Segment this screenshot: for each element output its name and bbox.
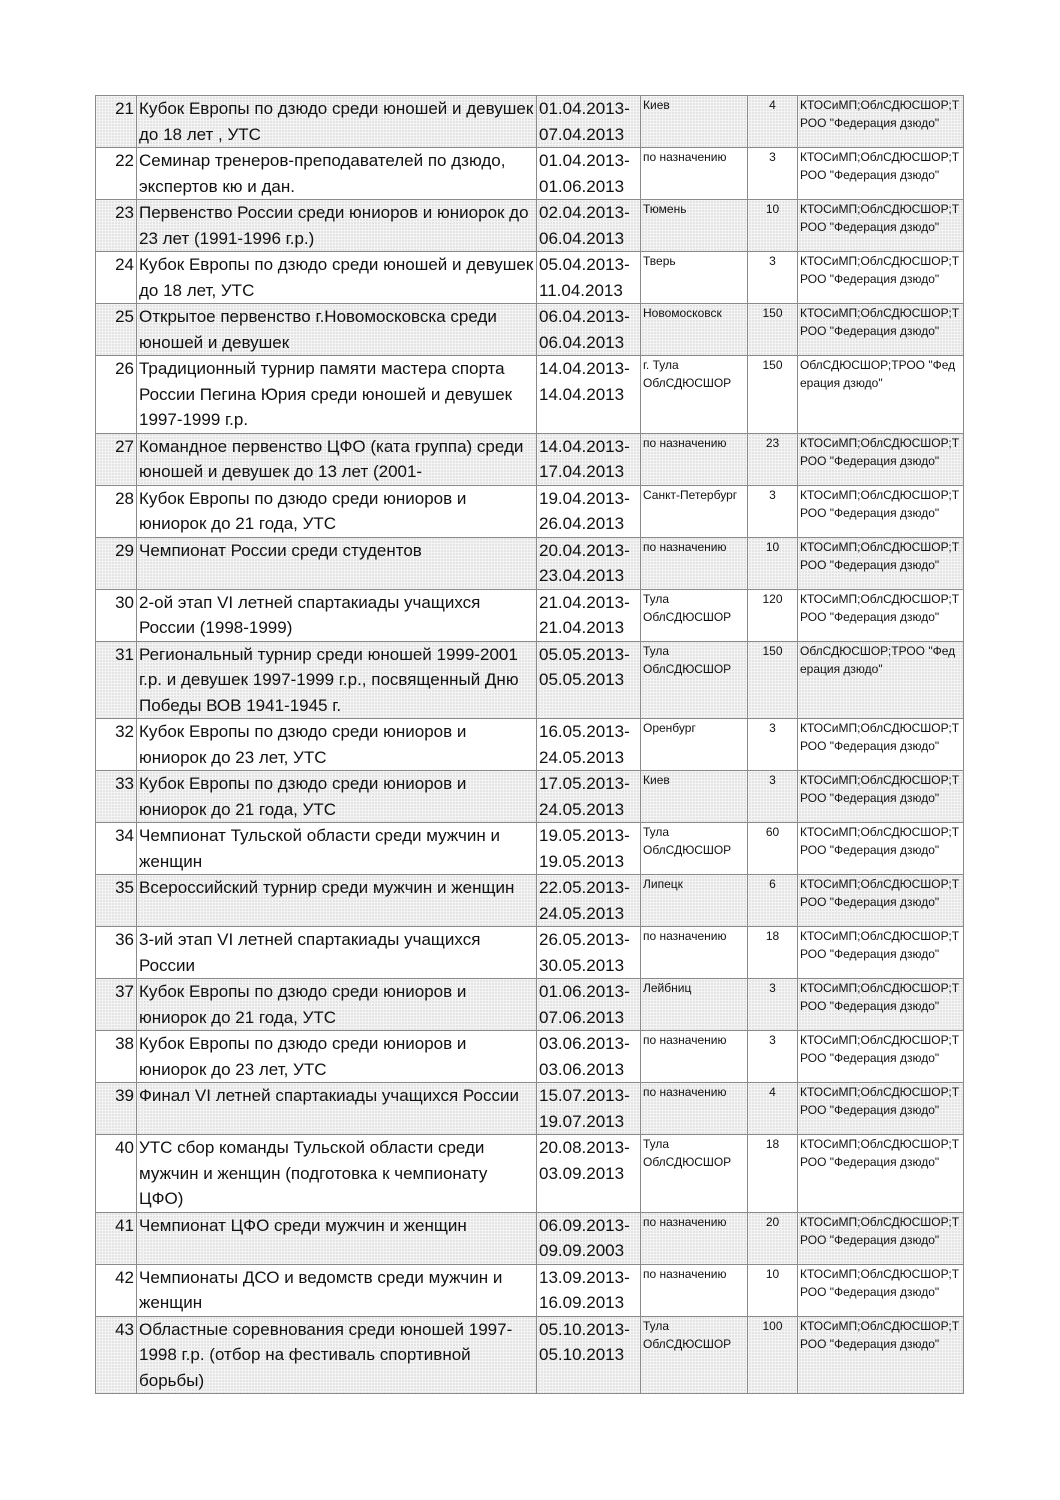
- event-title: Кубок Европы по дзюдо среди юношей и девушек до 18 лет, УТС: [137, 252, 537, 304]
- event-number: 32: [96, 719, 137, 771]
- event-dates: 13.09.2013- 16.09.2013: [537, 1264, 641, 1316]
- event-number: 21: [96, 96, 137, 148]
- event-place: Киев: [641, 771, 748, 823]
- participant-count: 23: [748, 433, 798, 485]
- event-number: 31: [96, 641, 137, 719]
- event-dates: 06.04.2013- 06.04.2013: [537, 304, 641, 356]
- event-dates: 01.04.2013- 07.04.2013: [537, 96, 641, 148]
- event-title: Всероссийский турнир среди мужчин и женщин: [137, 875, 537, 927]
- organizers: КТОСиМП;ОблСДЮСШОР;ТРОО "Федерация дзюдо": [798, 927, 964, 979]
- participant-count: 10: [748, 537, 798, 589]
- participant-count: 3: [748, 252, 798, 304]
- participant-count: 3: [748, 485, 798, 537]
- event-dates: 17.05.2013- 24.05.2013: [537, 771, 641, 823]
- event-place: Киев: [641, 96, 748, 148]
- event-number: 33: [96, 771, 137, 823]
- participant-count: 150: [748, 356, 798, 434]
- event-dates: 14.04.2013- 14.04.2013: [537, 356, 641, 434]
- participant-count: 20: [748, 1212, 798, 1264]
- organizers: КТОСиМП;ОблСДЮСШОР;ТРОО "Федерация дзюдо": [798, 719, 964, 771]
- event-place: Липецк: [641, 875, 748, 927]
- table-row: [96, 927, 964, 979]
- event-place: Тула ОблСДЮСШОР: [641, 1135, 748, 1213]
- organizers: КТОСиМП;ОблСДЮСШОР;ТРОО "Федерация дзюдо": [798, 823, 964, 875]
- event-title: Кубок Европы по дзюдо среди юниоров и юниорок до 21 года, УТС: [137, 979, 537, 1031]
- event-number: 26: [96, 356, 137, 434]
- organizers: КТОСиМП;ОблСДЮСШОР;ТРОО "Федерация дзюдо": [798, 96, 964, 148]
- organizers: ОблСДЮСШОР;ТРОО "Федерация дзюдо": [798, 356, 964, 434]
- event-number: 23: [96, 200, 137, 252]
- organizers: КТОСиМП;ОблСДЮСШОР;ТРОО "Федерация дзюдо": [798, 771, 964, 823]
- event-title: Чемпионат России среди студентов: [137, 537, 537, 589]
- event-place: по назначению: [641, 1264, 748, 1316]
- event-place: по назначению: [641, 1031, 748, 1083]
- table-row: [96, 148, 964, 200]
- event-number: 41: [96, 1212, 137, 1264]
- participant-count: 4: [748, 96, 798, 148]
- event-number: 35: [96, 875, 137, 927]
- event-number: 39: [96, 1083, 137, 1135]
- event-title: Чемпионат Тульской области среди мужчин и женщин: [137, 823, 537, 875]
- event-title: Командное первенство ЦФО (ката группа) среди юношей и девушек до 13 лет (2001-: [137, 433, 537, 485]
- event-title: Кубок Европы по дзюдо среди юниоров и юниорок до 23 лет, УТС: [137, 1031, 537, 1083]
- organizers: КТОСиМП;ОблСДЮСШОР;ТРОО "Федерация дзюдо": [798, 1135, 964, 1213]
- event-number: 27: [96, 433, 137, 485]
- event-number: 30: [96, 589, 137, 641]
- event-place: Тюмень: [641, 200, 748, 252]
- event-place: по назначению: [641, 1083, 748, 1135]
- table-row: [96, 823, 964, 875]
- table-row: [96, 1135, 964, 1213]
- event-number: 34: [96, 823, 137, 875]
- event-place: по назначению: [641, 433, 748, 485]
- organizers: КТОСиМП;ОблСДЮСШОР;ТРОО "Федерация дзюдо": [798, 1264, 964, 1316]
- event-dates: 19.04.2013- 26.04.2013: [537, 485, 641, 537]
- event-dates: 21.04.2013- 21.04.2013: [537, 589, 641, 641]
- organizers: КТОСиМП;ОблСДЮСШОР;ТРОО "Федерация дзюдо": [798, 148, 964, 200]
- event-title: Традиционный турнир памяти мастера спорта России Пегина Юрия среди юношей и девушек 1997-1999 г.р.: [137, 356, 537, 434]
- event-number: 42: [96, 1264, 137, 1316]
- table-row: [96, 771, 964, 823]
- participant-count: 3: [748, 979, 798, 1031]
- event-dates: 22.05.2013- 24.05.2013: [537, 875, 641, 927]
- event-dates: 05.10.2013- 05.10.2013: [537, 1316, 641, 1394]
- participant-count: 10: [748, 200, 798, 252]
- event-dates: 20.04.2013- 23.04.2013: [537, 537, 641, 589]
- table-row: [96, 1316, 964, 1394]
- participant-count: 3: [748, 771, 798, 823]
- event-number: 36: [96, 927, 137, 979]
- event-title: Первенство России среди юниоров и юниорок до 23 лет (1991-1996 г.р.): [137, 200, 537, 252]
- event-dates: 16.05.2013- 24.05.2013: [537, 719, 641, 771]
- event-place: Тула ОблСДЮСШОР: [641, 641, 748, 719]
- event-dates: 01.06.2013- 07.06.2013: [537, 979, 641, 1031]
- table-row: [96, 641, 964, 719]
- table-row: [96, 719, 964, 771]
- event-place: по назначению: [641, 537, 748, 589]
- event-title: Кубок Европы по дзюдо среди юниоров и юниорок до 21 года, УТС: [137, 771, 537, 823]
- participant-count: 10: [748, 1264, 798, 1316]
- event-title: Кубок Европы по дзюдо среди юниоров и юниорок до 21 года, УТС: [137, 485, 537, 537]
- event-title: Финал VI летней спартакиады учащихся России: [137, 1083, 537, 1135]
- participant-count: 18: [748, 927, 798, 979]
- event-place: Новомосковск: [641, 304, 748, 356]
- organizers: КТОСиМП;ОблСДЮСШОР;ТРОО "Федерация дзюдо": [798, 200, 964, 252]
- event-dates: 15.07.2013- 19.07.2013: [537, 1083, 641, 1135]
- participant-count: 18: [748, 1135, 798, 1213]
- event-title: Чемпионат ЦФО среди мужчин и женщин: [137, 1212, 537, 1264]
- organizers: КТОСиМП;ОблСДЮСШОР;ТРОО "Федерация дзюдо": [798, 537, 964, 589]
- participant-count: 3: [748, 719, 798, 771]
- event-dates: 26.05.2013- 30.05.2013: [537, 927, 641, 979]
- organizers: КТОСиМП;ОблСДЮСШОР;ТРОО "Федерация дзюдо": [798, 1031, 964, 1083]
- participant-count: 3: [748, 148, 798, 200]
- event-title: Чемпионаты ДСО и ведомств среди мужчин и женщин: [137, 1264, 537, 1316]
- event-number: 29: [96, 537, 137, 589]
- event-dates: 19.05.2013- 19.05.2013: [537, 823, 641, 875]
- event-title: 2-ой этап VI летней спартакиады учащихся России (1998-1999): [137, 589, 537, 641]
- event-dates: 06.09.2013- 09.09.2003: [537, 1212, 641, 1264]
- organizers: КТОСиМП;ОблСДЮСШОР;ТРОО "Федерация дзюдо": [798, 252, 964, 304]
- table-row: [96, 1212, 964, 1264]
- event-dates: 05.04.2013- 11.04.2013: [537, 252, 641, 304]
- event-title: Семинар тренеров-преподавателей по дзюдо, экспертов кю и дан.: [137, 148, 537, 200]
- event-dates: 20.08.2013- 03.09.2013: [537, 1135, 641, 1213]
- participant-count: 60: [748, 823, 798, 875]
- organizers: КТОСиМП;ОблСДЮСШОР;ТРОО "Федерация дзюдо": [798, 433, 964, 485]
- table-row: [96, 252, 964, 304]
- organizers: КТОСиМП;ОблСДЮСШОР;ТРОО "Федерация дзюдо": [798, 304, 964, 356]
- event-number: 38: [96, 1031, 137, 1083]
- organizers: КТОСиМП;ОблСДЮСШОР;ТРОО "Федерация дзюдо": [798, 485, 964, 537]
- event-title: 3-ий этап VI летней спартакиады учащихся России: [137, 927, 537, 979]
- event-place: Тула ОблСДЮСШОР: [641, 589, 748, 641]
- event-number: 28: [96, 485, 137, 537]
- table-row: [96, 875, 964, 927]
- event-place: Лейбниц: [641, 979, 748, 1031]
- participant-count: 4: [748, 1083, 798, 1135]
- event-dates: 05.05.2013- 05.05.2013: [537, 641, 641, 719]
- organizers: ОблСДЮСШОР;ТРОО "Федерация дзюдо": [798, 641, 964, 719]
- organizers: КТОСиМП;ОблСДЮСШОР;ТРОО "Федерация дзюдо": [798, 875, 964, 927]
- event-title: Открытое первенство г.Новомосковска среди юношей и девушек: [137, 304, 537, 356]
- participant-count: 120: [748, 589, 798, 641]
- event-title: Кубок Европы по дзюдо среди юношей и девушек до 18 лет , УТС: [137, 96, 537, 148]
- table-row: [96, 356, 964, 434]
- table-row: [96, 304, 964, 356]
- table-row: [96, 1083, 964, 1135]
- table-row: [96, 96, 964, 148]
- event-place: Тула ОблСДЮСШОР: [641, 823, 748, 875]
- participant-count: 150: [748, 304, 798, 356]
- participant-count: 100: [748, 1316, 798, 1394]
- organizers: КТОСиМП;ОблСДЮСШОР;ТРОО "Федерация дзюдо": [798, 1316, 964, 1394]
- event-dates: 03.06.2013- 03.06.2013: [537, 1031, 641, 1083]
- event-title: УТС сбор команды Тульской области среди мужчин и женщин (подготовка к чемпионату ЦФО): [137, 1135, 537, 1213]
- event-place: г. Тула ОблСДЮСШОР: [641, 356, 748, 434]
- organizers: КТОСиМП;ОблСДЮСШОР;ТРОО "Федерация дзюдо": [798, 1212, 964, 1264]
- event-dates: 02.04.2013- 06.04.2013: [537, 200, 641, 252]
- event-place: Санкт-Петербург: [641, 485, 748, 537]
- event-place: Оренбург: [641, 719, 748, 771]
- table-row: [96, 589, 964, 641]
- event-dates: 14.04.2013- 17.04.2013: [537, 433, 641, 485]
- event-place: по назначению: [641, 148, 748, 200]
- table-row: [96, 433, 964, 485]
- event-number: 24: [96, 252, 137, 304]
- table-row: [96, 1264, 964, 1316]
- event-number: 37: [96, 979, 137, 1031]
- participant-count: 150: [748, 641, 798, 719]
- participant-count: 3: [748, 1031, 798, 1083]
- organizers: КТОСиМП;ОблСДЮСШОР;ТРОО "Федерация дзюдо": [798, 979, 964, 1031]
- event-place: Тула ОблСДЮСШОР: [641, 1316, 748, 1394]
- table-row: [96, 1031, 964, 1083]
- table-row: [96, 979, 964, 1031]
- table-row: [96, 537, 964, 589]
- event-title: Кубок Европы по дзюдо среди юниоров и юниорок до 23 лет, УТС: [137, 719, 537, 771]
- events-table-body: [96, 96, 964, 1394]
- event-title: Областные соревнования среди юношей 1997-1998 г.р. (отбор на фестиваль спортивной борьбы): [137, 1316, 537, 1394]
- event-title: Региональный турнир среди юношей 1999-2001 г.р. и девушек 1997-1999 г.р., посвященный Дню Победы ВОВ 1941-1945 г.: [137, 641, 537, 719]
- event-number: 22: [96, 148, 137, 200]
- event-place: по назначению: [641, 1212, 748, 1264]
- event-number: 40: [96, 1135, 137, 1213]
- events-table: [95, 95, 964, 1394]
- event-dates: 01.04.2013- 01.06.2013: [537, 148, 641, 200]
- event-place: Тверь: [641, 252, 748, 304]
- participant-count: 6: [748, 875, 798, 927]
- organizers: КТОСиМП;ОблСДЮСШОР;ТРОО "Федерация дзюдо": [798, 589, 964, 641]
- organizers: КТОСиМП;ОблСДЮСШОР;ТРОО "Федерация дзюдо": [798, 1083, 964, 1135]
- event-place: по назначению: [641, 927, 748, 979]
- event-number: 43: [96, 1316, 137, 1394]
- event-number: 25: [96, 304, 137, 356]
- table-row: [96, 200, 964, 252]
- table-row: [96, 485, 964, 537]
